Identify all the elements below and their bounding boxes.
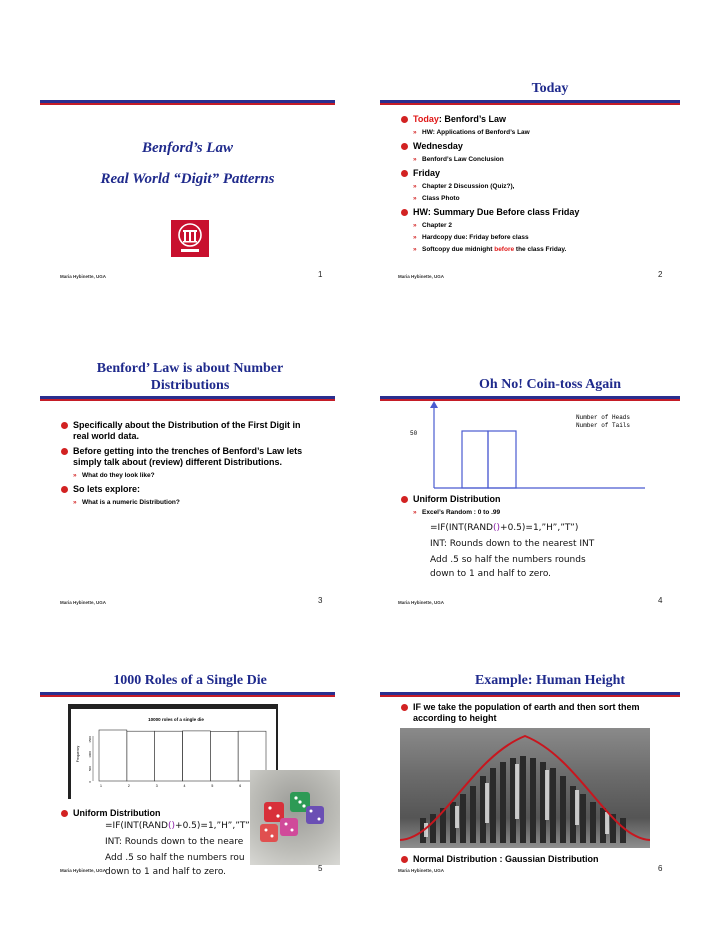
list-subitem: » Class Photo (413, 195, 460, 202)
arrow-icon: » (413, 234, 417, 241)
legend-heads: Number of Heads (576, 414, 631, 421)
footer-author: Maria Hybinette, UGA (60, 868, 107, 873)
bullet-icon (61, 810, 68, 817)
formula-note-1: INT: Rounds down to the nearest INT (430, 539, 595, 549)
formula-note-3: down to 1 and half to zero. (105, 867, 227, 877)
title-rule (40, 100, 335, 105)
slide-1 (0, 0, 360, 310)
arrow-icon: » (413, 222, 417, 229)
slide-title: Example: Human Height (474, 673, 626, 688)
list-item: Specifically about the Distribution of the First Digit in real world data. (60, 420, 310, 442)
slide-5 (0, 620, 360, 930)
uga-logo (171, 220, 209, 257)
arrow-icon: » (413, 156, 417, 163)
dice-image (250, 770, 340, 865)
x-tick-label: 1 (100, 784, 102, 788)
list-subitem: » What do they look like? (73, 472, 155, 479)
list-subitem: » HW: Applications of Benford’s Law (413, 129, 530, 136)
x-tick-label: 2 (127, 784, 130, 788)
list-item: Uniform Distribution (400, 494, 700, 505)
x-tick-label: 6 (239, 784, 242, 788)
x-tick-label: 5 (211, 784, 214, 788)
formula-note-2: Add .5 so half the numbers rounds (430, 555, 586, 565)
bullet-icon (401, 116, 408, 123)
arrow-icon: » (413, 129, 417, 136)
formula-note-2: Add .5 so half the numbers rou (105, 853, 245, 863)
slide-title: Oh No! Coin-toss Again (479, 377, 621, 392)
arrow-icon: » (413, 509, 417, 516)
footer-author: Maria Hybinette, UGA (60, 274, 107, 279)
bullet-list (60, 804, 260, 819)
arrow-icon: » (413, 183, 417, 190)
list-subitem: » Hardcopy due: Friday before class (413, 234, 529, 241)
x-tick-label: 3 (155, 784, 158, 788)
bar-tails (488, 431, 516, 488)
footer-author: Maria Hybinette, UGA (398, 600, 445, 605)
formula-note-3: down to 1 and half to zero. (430, 569, 552, 579)
page-number: 4 (658, 596, 663, 605)
bullet-list-2 (400, 850, 700, 865)
formula-text (430, 521, 690, 581)
y-axis-label: Frequency (76, 745, 80, 763)
slide-title: 1000 Roles of a Single Die (113, 673, 267, 688)
list-subitem: » Chapter 2 (413, 222, 452, 229)
list-item: So lets explore: (60, 484, 310, 495)
bullet-list (60, 416, 310, 507)
y-tick-label: 0 (88, 781, 92, 783)
slide-2 (360, 0, 720, 310)
title-rule (40, 692, 335, 697)
die-roll-chart (71, 709, 276, 799)
list-subitem: » Softcopy due midnight before the class Friday. (413, 246, 567, 253)
list-item: Today: Benford’s Law (400, 114, 690, 125)
bullet-icon (401, 209, 408, 216)
bullet-icon (401, 704, 408, 711)
bar-heads (462, 431, 488, 488)
footer-author: Maria Hybinette, UGA (398, 274, 445, 279)
histogram-bar (99, 730, 127, 781)
page-number: 2 (658, 270, 663, 279)
title-rule (380, 692, 680, 697)
page-number: 5 (318, 864, 323, 873)
arrow-icon: » (73, 472, 77, 479)
x-tick-label: 4 (183, 784, 186, 788)
list-item: Uniform Distribution (60, 808, 260, 819)
footer-author: Maria Hybinette, UGA (398, 868, 445, 873)
formula-line: =IF(INT(RAND()+0.5)=1,”H”,”T”) (430, 523, 579, 533)
bullet-icon (401, 170, 408, 177)
bullet-icon (401, 496, 408, 503)
list-subitem: » Excel’s Random : 0 to .99 (413, 509, 501, 516)
list-item: IF we take the population of earth and then sort them according to height (400, 702, 640, 724)
page-number: 3 (318, 596, 323, 605)
chart-title: 10000 roles of a single die (148, 717, 204, 722)
y-tick-label: 1500 (88, 736, 92, 743)
bullet-icon (401, 856, 408, 863)
formula-text (105, 819, 255, 879)
slide-title: Today (531, 81, 569, 96)
formula-note-1: INT: Rounds down to the neare (105, 837, 244, 847)
slide-6 (360, 620, 720, 930)
bullet-list (400, 110, 690, 254)
die-icon (280, 818, 298, 836)
legend-tails: Number of Tails (576, 422, 631, 429)
y-tick-label: 1000 (88, 751, 92, 758)
bullet-icon (61, 486, 68, 493)
slide-3 (0, 310, 360, 620)
die-icon (260, 824, 278, 842)
die-icon (306, 806, 324, 824)
histogram-bar (155, 731, 183, 781)
title-line-1: Benford’ Law is about Number (96, 361, 284, 376)
arrow-icon: » (73, 499, 77, 506)
slide-title: Benford’s Law (142, 140, 233, 156)
list-subitem: » Benford’s Law Conclusion (413, 156, 504, 163)
list-subitem: » Chapter 2 Discussion (Quiz?), (413, 183, 515, 190)
slide-subtitle: Real World “Digit” Patterns (100, 171, 275, 187)
list-item: HW: Summary Due Before class Friday (400, 207, 690, 218)
histogram-bar (127, 731, 155, 781)
list-item: Normal Distribution : Gaussian Distribution (400, 854, 700, 865)
arrow-icon: » (413, 246, 417, 253)
arrow-icon: » (413, 195, 417, 202)
page-number: 6 (658, 864, 663, 873)
bullet-list (400, 698, 640, 724)
histogram-bar (183, 731, 211, 781)
formula-line: =IF(INT(RAND()+0.5)=1,”H”,”T” (105, 821, 250, 831)
bullet-icon (401, 143, 408, 150)
y-tick-label: 500 (88, 766, 92, 772)
footer-author: Maria Hybinette, UGA (60, 600, 107, 605)
bullet-list (400, 490, 700, 517)
title-line-2: Distributions (150, 378, 230, 393)
chart-frame (68, 704, 276, 799)
page-number: 1 (318, 270, 323, 279)
list-item: Before getting into the trenches of Benford’s Law lets simply talk about (review) different Distributions. (60, 446, 310, 468)
title-rule (40, 396, 335, 401)
slide-title (20, 360, 360, 394)
list-item: Wednesday (400, 141, 690, 152)
bullet-icon (61, 422, 68, 429)
histogram-bar (210, 732, 238, 782)
height-photo (400, 728, 650, 848)
slide-4 (360, 310, 720, 620)
title-rule (380, 100, 680, 105)
axis-label-50: 50 (410, 430, 418, 437)
y-axis-arrow-icon (430, 401, 438, 408)
list-item: Friday (400, 168, 690, 179)
list-subitem: » What is a numeric Distribution? (73, 499, 180, 506)
bullet-icon (61, 448, 68, 455)
